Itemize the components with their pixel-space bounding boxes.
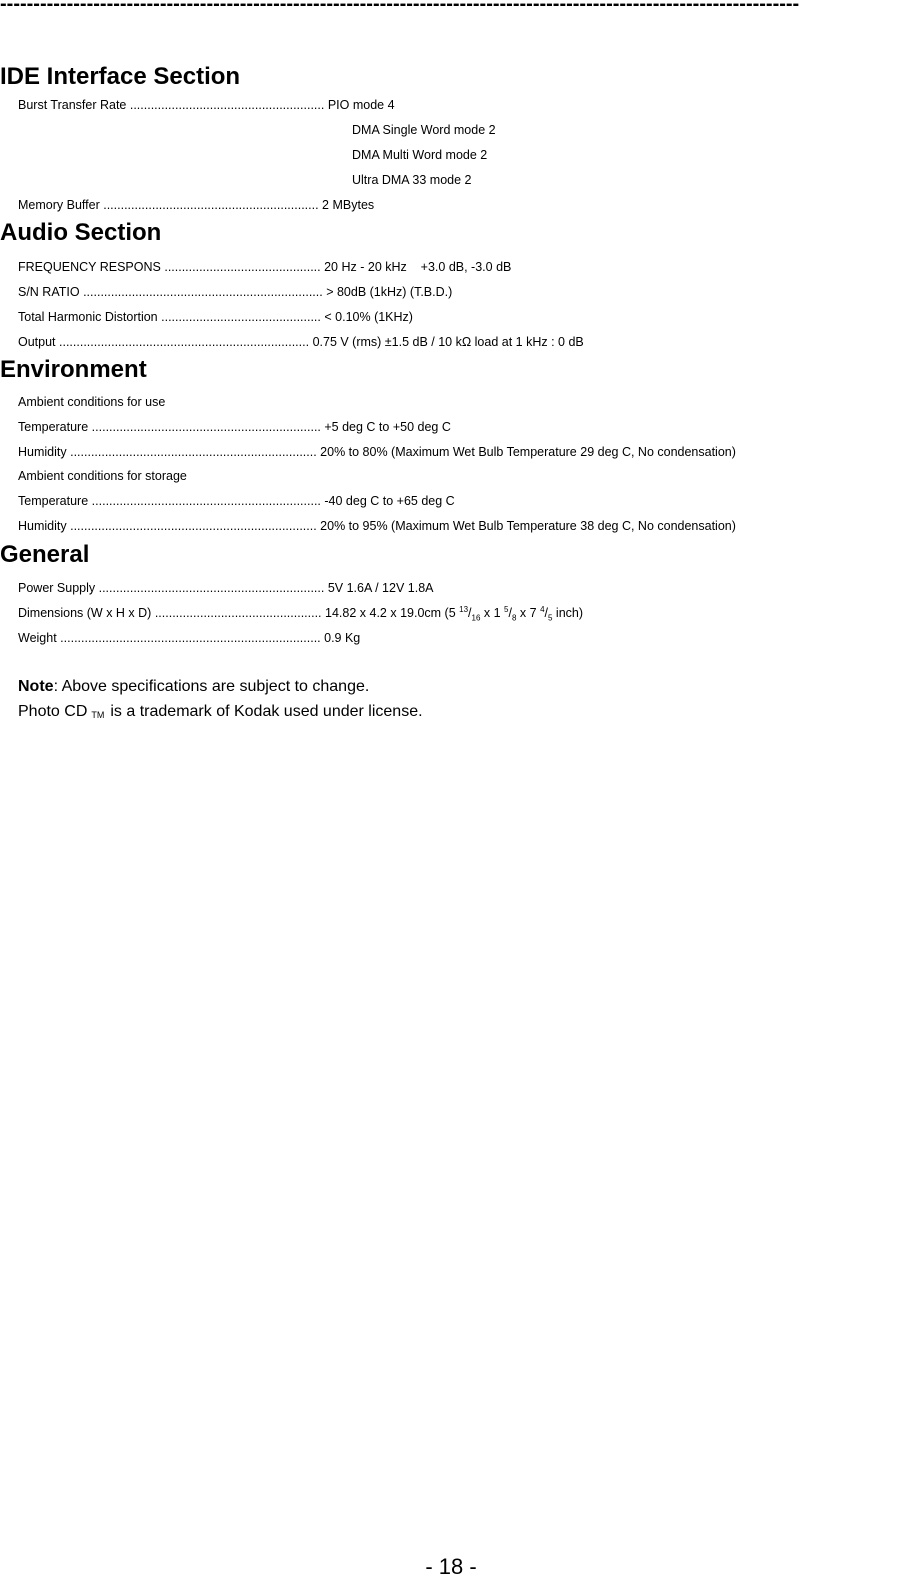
environment-section-title: Environment bbox=[0, 356, 147, 383]
dimensions-unit: inch) bbox=[552, 606, 584, 620]
storage-humidity-label: Humidity bbox=[18, 519, 67, 533]
weight-label: Weight bbox=[18, 631, 57, 645]
use-humidity-label: Humidity bbox=[18, 445, 67, 459]
general-section-title: General bbox=[0, 541, 90, 568]
burst-transfer-value-2: DMA Single Word mode 2 bbox=[352, 123, 496, 137]
leader-dots: ........................................................ bbox=[129, 98, 325, 112]
sn-ratio-row bbox=[18, 284, 452, 300]
fraction-denominator: 16 bbox=[471, 613, 481, 623]
leader-dots: ....................................................................... bbox=[70, 445, 317, 459]
memory-buffer-value: 2 MBytes bbox=[322, 198, 375, 212]
storage-humidity-value: 20% to 95% (Maximum Wet Bulb Temperature 38 deg C, No condensation) bbox=[320, 519, 736, 533]
storage-temperature-row bbox=[18, 493, 455, 509]
burst-transfer-label: Burst Transfer Rate bbox=[18, 98, 127, 112]
dimensions-cm: 14.82 x 4.2 x 19.0cm (5 bbox=[325, 606, 460, 620]
page-number: - 18 - bbox=[425, 1554, 477, 1579]
dimensions-sep: x 1 bbox=[480, 606, 505, 620]
output-row bbox=[18, 334, 584, 350]
output-label: Output bbox=[18, 335, 56, 349]
use-humidity-value: 20% to 80% (Maximum Wet Bulb Temperature 29 deg C, No condensation) bbox=[320, 445, 736, 459]
burst-transfer-value-1: PIO mode 4 bbox=[327, 98, 395, 112]
leader-dots: ................................................ bbox=[154, 606, 322, 620]
weight-row bbox=[18, 630, 360, 646]
dimensions-value: 14.82 x 4.2 x 19.0cm (5 $^{13}/_{16}$ x 1 $^5/_8$ x 7 $^4/_5$ inch) bbox=[325, 604, 584, 623]
leader-dots: ................................................................. bbox=[98, 581, 325, 595]
trademark-symbol: TM bbox=[91, 710, 105, 720]
storage-temperature-label: Temperature bbox=[18, 494, 89, 508]
frequency-response-row bbox=[18, 259, 511, 275]
trademark-text: is a trademark of Kodak used under license. bbox=[110, 703, 423, 720]
thd-value: < 0.10% (1KHz) bbox=[324, 310, 413, 324]
trademark-note bbox=[18, 702, 423, 723]
memory-buffer-label: Memory Buffer bbox=[18, 198, 100, 212]
photo-cd-label: Photo CD bbox=[18, 703, 88, 720]
dimensions-label: Dimensions (W x H x D) bbox=[18, 606, 152, 620]
fraction-numerator: 5 bbox=[504, 604, 509, 614]
burst-transfer-value-4: Ultra DMA 33 mode 2 bbox=[352, 173, 472, 187]
leader-dots: .................................................................. bbox=[91, 494, 321, 508]
power-supply-value: 5V 1.6A / 12V 1.8A bbox=[327, 581, 434, 595]
ide-section-title: IDE Interface Section bbox=[0, 63, 241, 90]
thd-row bbox=[18, 309, 413, 325]
output-value: 0.75 V (rms) ±1.5 dB / 10 kΩ load at 1 kHz : 0 dB bbox=[312, 335, 584, 349]
use-temperature-label: Temperature bbox=[18, 420, 89, 434]
fraction-denominator: 8 bbox=[511, 613, 517, 623]
frequency-response-value: 20 Hz - 20 kHz +3.0 dB, -3.0 dB bbox=[324, 260, 512, 274]
fraction-denominator: 5 bbox=[548, 613, 553, 623]
burst-transfer-value-3: DMA Multi Word mode 2 bbox=[352, 148, 488, 162]
sn-ratio-label: S/N RATIO bbox=[18, 285, 80, 299]
audio-section-title: Audio Section bbox=[0, 219, 162, 246]
use-humidity-row bbox=[18, 444, 736, 460]
fraction-numerator: 4 bbox=[540, 604, 545, 614]
weight-value: 0.9 Kg bbox=[324, 631, 361, 645]
change-note bbox=[18, 677, 369, 697]
power-supply-row bbox=[18, 580, 433, 596]
dimensions-sep: x 7 bbox=[516, 606, 541, 620]
thd-label: Total Harmonic Distortion bbox=[18, 310, 158, 324]
use-temperature-row bbox=[18, 419, 451, 435]
top-dashed-rule: ------------------------------------------------------------------------------------------------------------------------ bbox=[0, 0, 800, 14]
fraction-numerator: 13 bbox=[459, 604, 469, 614]
note-text: : Above specifications are subject to change. bbox=[53, 678, 370, 695]
burst-transfer-row bbox=[18, 97, 395, 113]
memory-buffer-row bbox=[18, 197, 374, 213]
sn-ratio-value: > 80dB (1kHz) (T.B.D.) bbox=[326, 285, 453, 299]
ambient-use-label: Ambient conditions for use bbox=[18, 395, 166, 409]
leader-dots: ............................................. bbox=[164, 260, 321, 274]
ambient-storage-label: Ambient conditions for storage bbox=[18, 469, 187, 483]
storage-temperature-value: -40 deg C to +65 deg C bbox=[324, 494, 455, 508]
frequency-response-label: FREQUENCY RESPONS bbox=[18, 260, 161, 274]
dimensions-row bbox=[18, 605, 583, 621]
storage-humidity-row bbox=[18, 518, 736, 534]
leader-dots: ........................................................................... bbox=[60, 631, 321, 645]
use-temperature-value: +5 deg C to +50 deg C bbox=[324, 420, 451, 434]
leader-dots: ....................................................................... bbox=[70, 519, 317, 533]
leader-dots: ........................................................................ bbox=[59, 335, 310, 349]
leader-dots: .............................................................. bbox=[103, 198, 319, 212]
leader-dots: ..................................................................... bbox=[83, 285, 323, 299]
leader-dots: .............................................. bbox=[161, 310, 321, 324]
power-supply-label: Power Supply bbox=[18, 581, 96, 595]
note-label: Note bbox=[18, 678, 54, 695]
leader-dots: .................................................................. bbox=[91, 420, 321, 434]
